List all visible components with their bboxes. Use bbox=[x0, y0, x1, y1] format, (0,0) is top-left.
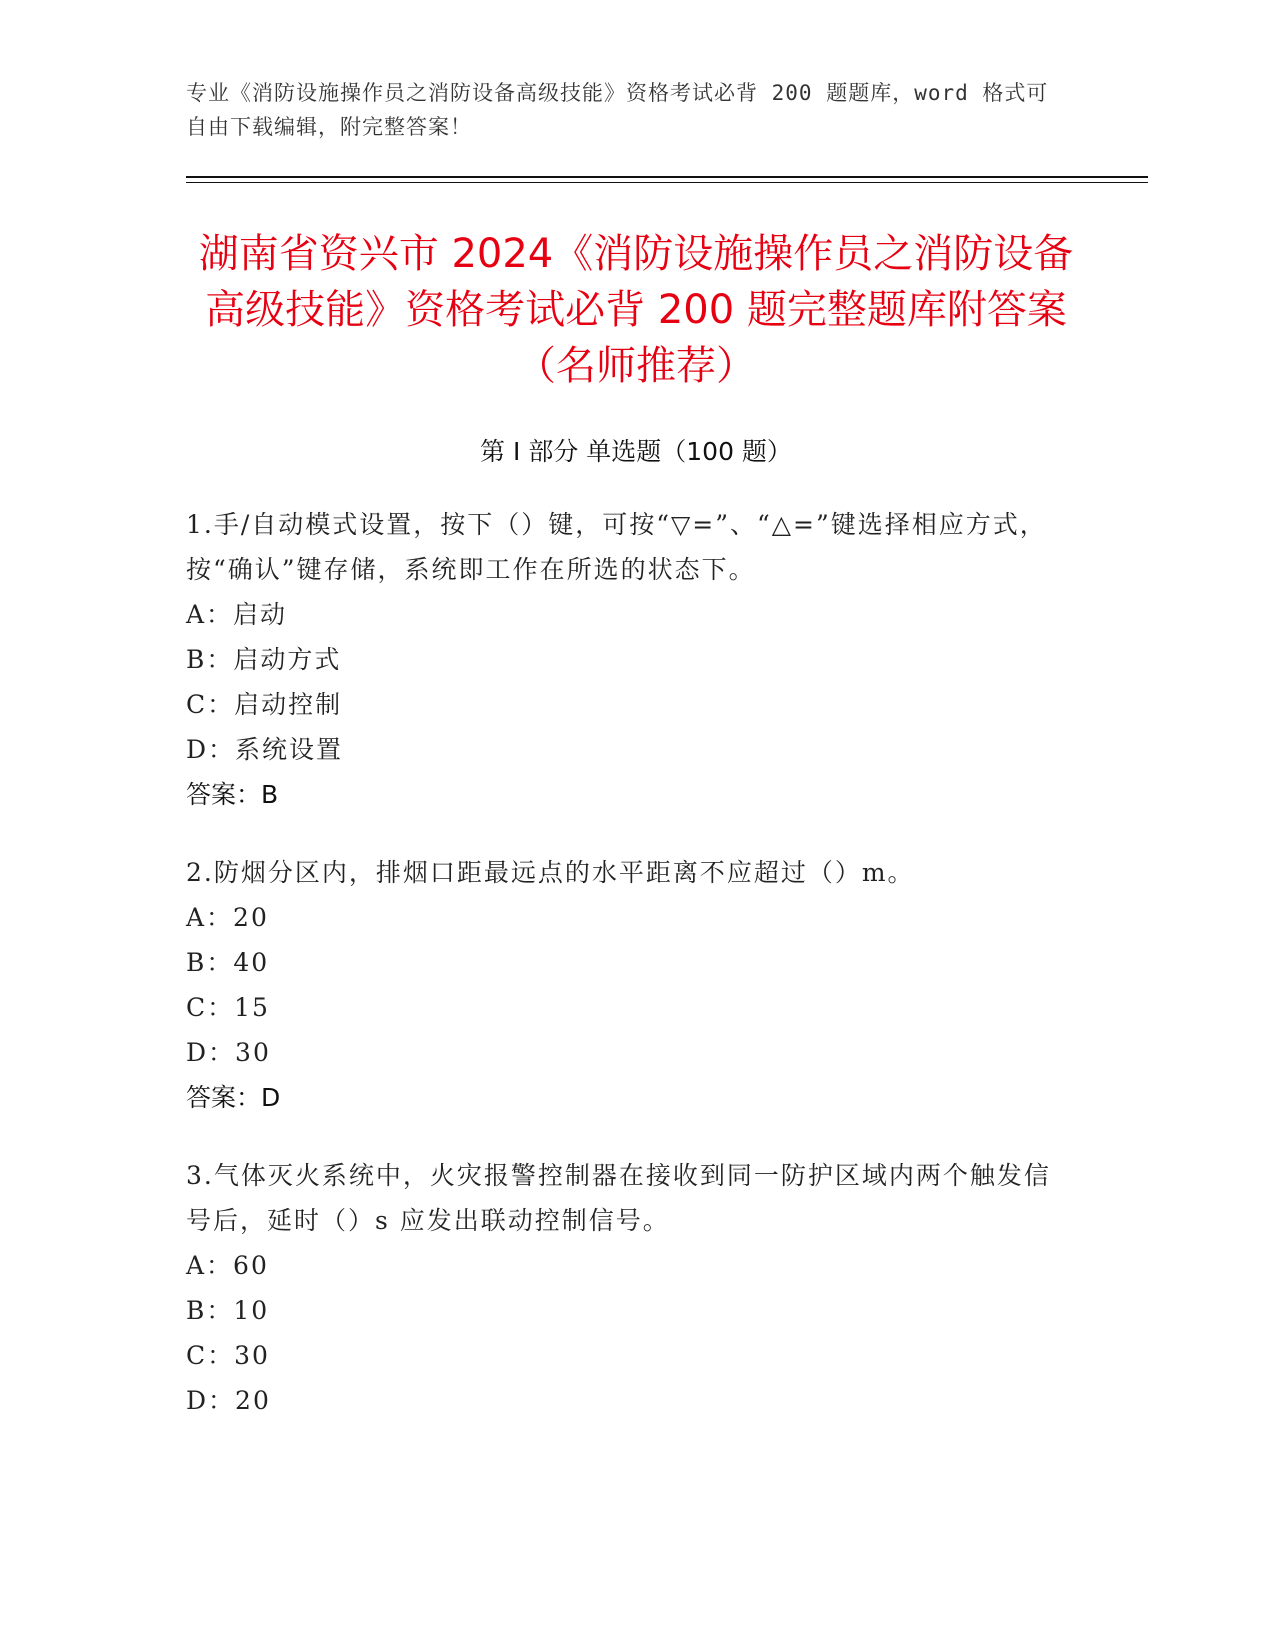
header-divider-thin bbox=[186, 182, 1148, 183]
option-d: D：20 bbox=[186, 1386, 271, 1415]
question-3 bbox=[186, 1153, 1066, 1423]
option-c: C：15 bbox=[186, 993, 270, 1022]
option-b: B：40 bbox=[186, 948, 270, 977]
header-divider-thick bbox=[186, 176, 1148, 178]
answer: 答案：D bbox=[186, 1083, 281, 1112]
option-c: C：启动控制 bbox=[186, 690, 343, 719]
question-2 bbox=[186, 850, 1066, 1120]
option-b: B：10 bbox=[186, 1296, 270, 1325]
option-a: A：60 bbox=[186, 1251, 269, 1280]
answer: 答案：B bbox=[186, 780, 279, 809]
section-title: 第 I 部分 单选题（100 题） bbox=[480, 437, 792, 466]
option-b: B：启动方式 bbox=[186, 645, 342, 674]
option-a: A：20 bbox=[186, 903, 269, 932]
question-stem: 2.防烟分区内，排烟口距最远点的水平距离不应超过（）m。 bbox=[186, 858, 915, 887]
question-stem: 1.手/自动模式设置，按下（）键，可按“▽=”、“△=”键选择相应方式，按“确认”键存储，系统即工作在所选的状态下。 bbox=[186, 510, 1047, 584]
question-1 bbox=[186, 502, 1066, 817]
option-a: A：启动 bbox=[186, 600, 288, 629]
option-d: D：系统设置 bbox=[186, 735, 344, 764]
document-title: 湖南省资兴市 2024《消防设施操作员之消防设备高级技能》资格考试必背 200 题完整题库附答案（名师推荐） bbox=[198, 231, 1074, 389]
option-c: C：30 bbox=[186, 1341, 270, 1370]
option-d: D：30 bbox=[186, 1038, 271, 1067]
question-stem: 3.气体灭火系统中，火灾报警控制器在接收到同一防护区域内两个触发信号后，延时（）s 应发出联动控制信号。 bbox=[186, 1161, 1051, 1235]
header-note: 专业《消防设施操作员之消防设备高级技能》资格考试必背 200 题题库，word 格式可自由下载编辑，附完整答案！ bbox=[186, 81, 1049, 139]
